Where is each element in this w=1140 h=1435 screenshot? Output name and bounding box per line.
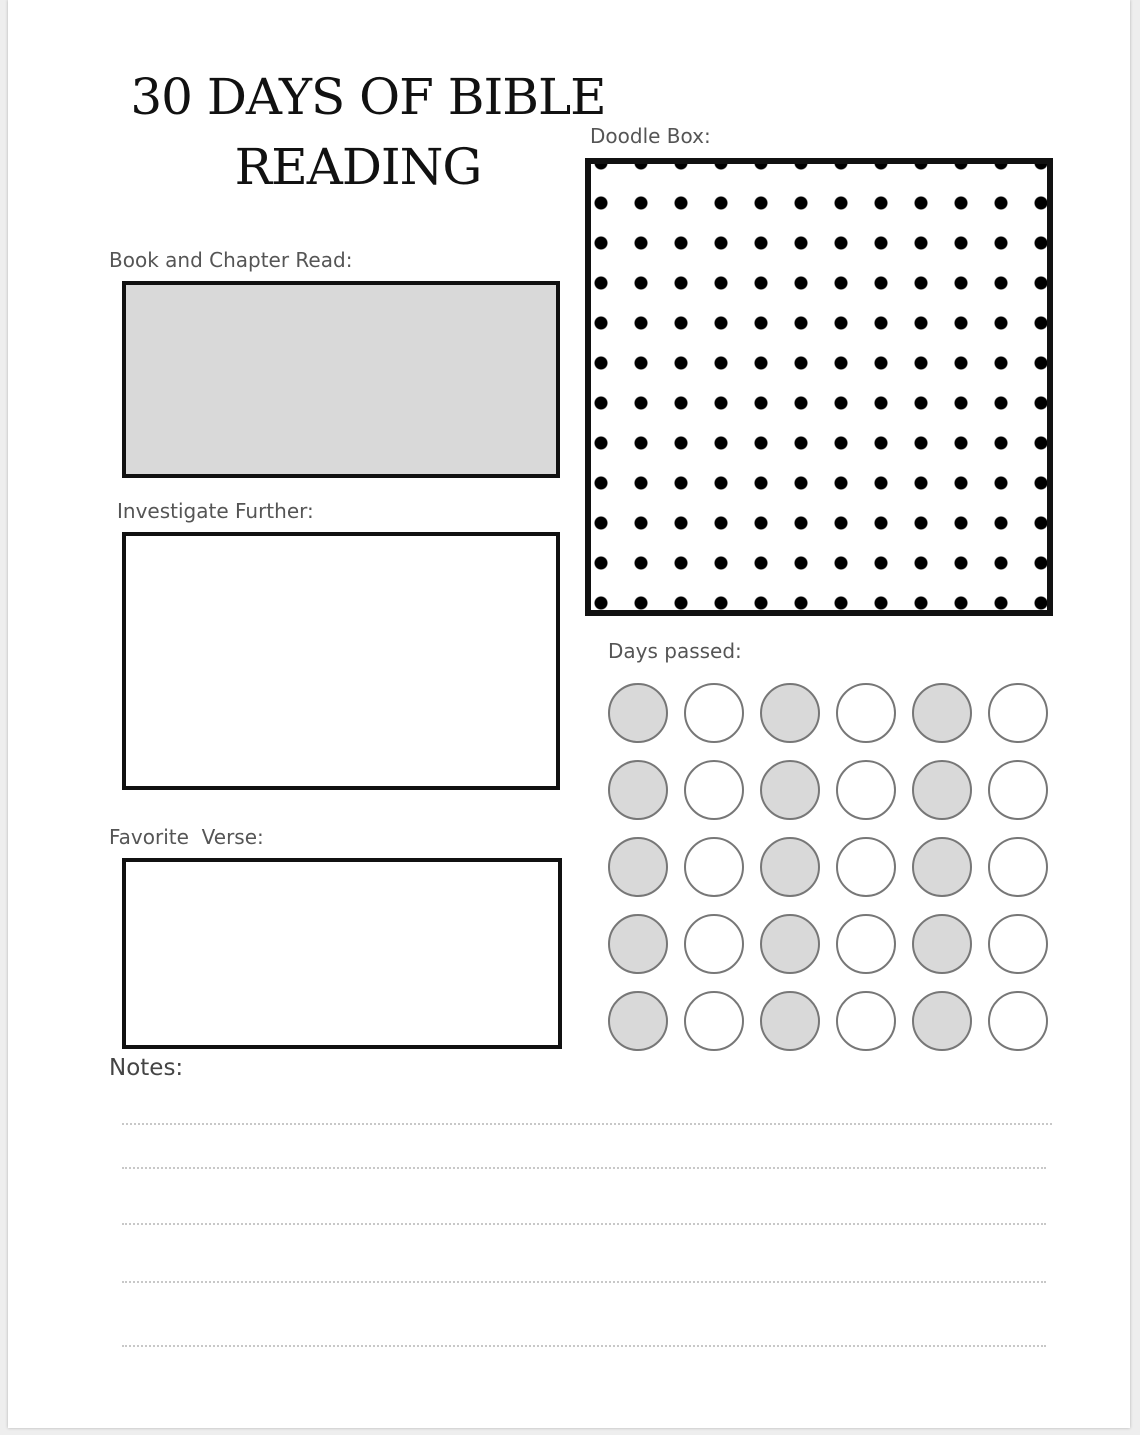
days-passed-grid xyxy=(608,683,1048,1051)
notes-line[interactable] xyxy=(122,1345,1046,1347)
day-circle-24[interactable] xyxy=(988,914,1048,974)
day-circle-11[interactable] xyxy=(912,760,972,820)
day-circle-20[interactable] xyxy=(684,914,744,974)
day-circle-2[interactable] xyxy=(684,683,744,743)
investigate-label: Investigate Further: xyxy=(117,499,314,523)
day-circle-22[interactable] xyxy=(836,914,896,974)
notes-line[interactable] xyxy=(122,1123,1052,1125)
day-circle-28[interactable] xyxy=(836,991,896,1051)
book-chapter-box[interactable] xyxy=(122,281,560,478)
notes-label: Notes: xyxy=(109,1055,184,1081)
day-circle-25[interactable] xyxy=(608,991,668,1051)
days-passed-label: Days passed: xyxy=(608,639,742,663)
worksheet-page xyxy=(8,0,1130,1428)
day-circle-18[interactable] xyxy=(988,837,1048,897)
notes-line[interactable] xyxy=(122,1167,1046,1169)
day-circle-23[interactable] xyxy=(912,914,972,974)
day-circle-4[interactable] xyxy=(836,683,896,743)
day-circle-19[interactable] xyxy=(608,914,668,974)
favorite-verse-label: Favorite Verse: xyxy=(109,825,264,849)
day-circle-1[interactable] xyxy=(608,683,668,743)
day-circle-3[interactable] xyxy=(760,683,820,743)
doodle-box-label: Doodle Box: xyxy=(590,124,711,148)
page-title-line-2: READING xyxy=(234,138,482,196)
day-circle-6[interactable] xyxy=(988,683,1048,743)
doodle-box[interactable] xyxy=(585,158,1053,616)
day-circle-12[interactable] xyxy=(988,760,1048,820)
favorite-verse-box[interactable] xyxy=(122,858,562,1049)
day-circle-29[interactable] xyxy=(912,991,972,1051)
day-circle-10[interactable] xyxy=(836,760,896,820)
notes-line[interactable] xyxy=(122,1281,1046,1283)
notes-line[interactable] xyxy=(122,1223,1046,1225)
day-circle-9[interactable] xyxy=(760,760,820,820)
day-circle-14[interactable] xyxy=(684,837,744,897)
day-circle-5[interactable] xyxy=(912,683,972,743)
day-circle-26[interactable] xyxy=(684,991,744,1051)
day-circle-16[interactable] xyxy=(836,837,896,897)
day-circle-30[interactable] xyxy=(988,991,1048,1051)
day-circle-17[interactable] xyxy=(912,837,972,897)
day-circle-15[interactable] xyxy=(760,837,820,897)
day-circle-7[interactable] xyxy=(608,760,668,820)
day-circle-21[interactable] xyxy=(760,914,820,974)
day-circle-13[interactable] xyxy=(608,837,668,897)
day-circle-27[interactable] xyxy=(760,991,820,1051)
page-title-line-1: 30 DAYS OF BIBLE xyxy=(130,68,606,126)
day-circle-8[interactable] xyxy=(684,760,744,820)
book-chapter-label: Book and Chapter Read: xyxy=(109,248,353,272)
investigate-box[interactable] xyxy=(122,532,560,790)
